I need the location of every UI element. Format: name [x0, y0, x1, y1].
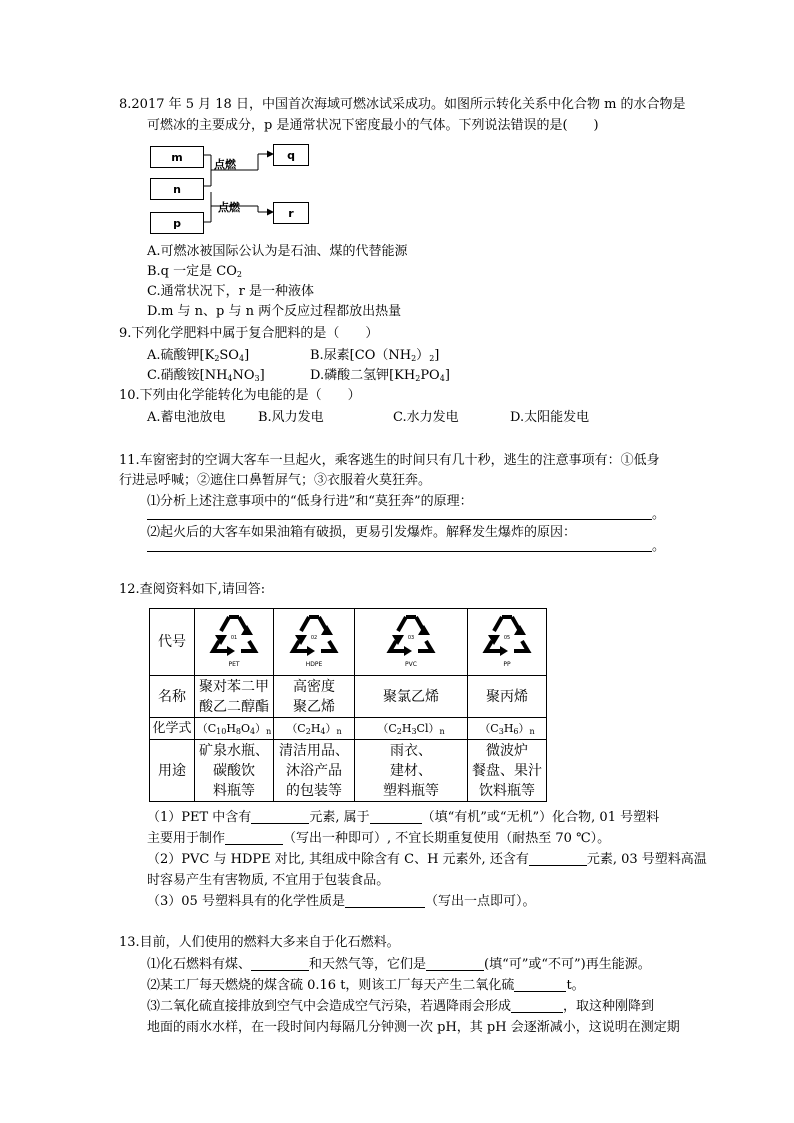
q13-stem: 13.目前，人们使用的燃料大多来自于化石燃料。 — [119, 935, 400, 950]
q8-stem-line1: 8.2017 年 5 月 18 日，中国首次海域可燃冰试采成功。如图所示转化关系中化合物 m 的水合物是 — [119, 97, 686, 112]
q13-sub1: ⑴化石燃料有煤、 和天然气等，它们是 (填“可”或“不可”)再生能源。 — [147, 957, 651, 972]
q10-option-c: C.水力发电 — [393, 410, 459, 425]
q11-sub2: ⑵起火后的大客车如果油箱有破损，更易引发爆炸。解释发生爆炸的原因： — [147, 525, 577, 540]
recycle-abbr-pp: PP — [503, 661, 511, 668]
node-q: q — [273, 144, 309, 166]
recycle-num-hdpe: 02 — [310, 635, 318, 641]
recycle-cell-pet — [195, 609, 274, 676]
recycle-abbr-hdpe: HDPE — [305, 661, 323, 668]
q12-blank-use[interactable] — [225, 830, 283, 845]
row-header-use: 用途 — [150, 740, 195, 802]
row-header-name: 名称 — [150, 676, 195, 718]
table-row-code — [150, 609, 547, 676]
recycle-abbr-pet: PET — [228, 661, 240, 668]
q12-blank-element[interactable] — [251, 809, 309, 824]
use-hdpe: 清洁用品、 沐浴产品 的包装等 — [274, 740, 355, 802]
recycle-icon — [384, 609, 438, 657]
q12-blank-type[interactable] — [370, 809, 422, 824]
q9-option-d: D.磷酸二氢钾$[KH_2PO_4]$ — [310, 368, 450, 383]
q10-option-b: B.风力发电 — [258, 410, 324, 425]
q12-sub2-line1: （2）PVC 与 HDPE 对比, 其组成中除含有 C、H 元素外, 还含有 元素, 03 号塑料高温 — [147, 852, 707, 867]
formula-pet: $(C_{10}H_8O_4)_n$ — [195, 718, 274, 740]
use-pvc: 雨衣、 建材、 塑料瓶等 — [355, 740, 468, 802]
ignite-label-1: 点燃 — [214, 158, 236, 171]
q12-sub1-line2: 主要用于制作 （写出一种即可）, 不宜长期重复使用（耐热至 70 ℃）。 — [147, 831, 611, 846]
node-p: p — [150, 212, 204, 234]
q11-stem-line2: 行进忌呼喊；②遮住口鼻暂屏气；③衣服着火莫狂奔。 — [119, 473, 432, 488]
name-pp: 聚丙烯 — [468, 676, 547, 718]
q11-answer-line-2[interactable] — [147, 551, 652, 552]
q11-sub1: ⑴分析上述注意事项中的“低身行进”和“莫狂奔”的原理： — [147, 494, 473, 509]
table-row-use — [150, 740, 547, 802]
q13-blank-fuel[interactable] — [251, 956, 309, 971]
table-row-formula — [150, 718, 547, 740]
q13-blank-acid-rain[interactable] — [511, 998, 563, 1013]
q11-answer-line-1[interactable] — [147, 519, 652, 520]
q13-sub3-line1: ⑶二氧化硫直接排放到空气中会造成空气污染，若遇降雨会形成 ，取这种刚降到 — [147, 999, 655, 1014]
q9-stem: 9.下列化学肥料中属于复合肥料的是（ ） — [119, 326, 379, 341]
q12-sub2-line2: 时容易产生有害物质, 不宜用于包装食品。 — [147, 873, 390, 888]
q8-option-b: B.q 一定是 $CO_2$ — [147, 264, 242, 279]
q10-option-a: A.蓄电池放电 — [147, 410, 226, 425]
q8-stem-line2: 可燃冰的主要成分，p 是通常状况下密度最小的气体。下列说法错误的是( ) — [147, 118, 599, 133]
q12-sub3: （3）05 号塑料具有的化学性质是 （写出一点即可）。 — [147, 894, 536, 909]
q13-blank-so2[interactable] — [514, 977, 566, 992]
q11-end-mark-2: 。 — [652, 539, 666, 554]
name-pet: 聚对苯二甲 酸乙二醇酯 — [195, 676, 274, 718]
q10-stem: 10.下列由化学能转化为电能的是（ ） — [119, 388, 361, 403]
recycle-num-pp: 05 — [503, 635, 511, 641]
q9-option-a: A.硫酸钾$[K_2SO_4]$ — [147, 348, 250, 363]
use-pet: 矿泉水瓶、 碳酸饮 料瓶等 — [195, 740, 274, 802]
node-n: n — [150, 178, 204, 200]
q13-sub3-line2: 地面的雨水水样，在一段时间内每隔几分钟测一次 pH，其 pH 会逐渐减小，这说明在测定期 — [147, 1020, 680, 1035]
recycle-cell-hdpe — [274, 609, 355, 676]
recycle-cell-pvc — [355, 609, 468, 676]
q12-stem: 12.查阅资料如下,请回答: — [119, 582, 266, 597]
recycle-icon — [287, 609, 341, 657]
formula-hdpe: $(C_2H_4)_n$ — [274, 718, 355, 740]
plastics-table — [149, 608, 547, 802]
q11-stem-line1: 11.车窗密封的空调大客车一旦起火，乘客逃生的时间只有几十秒，逃生的注意事项有：①低身 — [119, 453, 660, 468]
q11-end-mark-1: 。 — [652, 507, 666, 522]
node-r: r — [273, 202, 309, 224]
q9-option-c: C.硝酸铵$[NH_4NO_3]$ — [147, 368, 265, 383]
q8-option-c: C.通常状况下，r 是一种液体 — [147, 284, 314, 299]
q9-option-b: B.尿素$[CO(NH_2)_2]$ — [310, 348, 440, 363]
row-header-code: 代号 — [150, 609, 195, 676]
use-pp: 微波炉 餐盘、果汁 饮料瓶等 — [468, 740, 547, 802]
q8-option-a: A.可燃冰被国际公认为是石油、煤的代替能源 — [147, 244, 408, 259]
name-pvc: 聚氯乙烯 — [355, 676, 468, 718]
node-m: m — [150, 146, 204, 168]
formula-pvc: $(C_2H_3Cl)_n$ — [355, 718, 468, 740]
q12-blank-extra-element[interactable] — [529, 851, 587, 866]
row-header-formula: 化学式 — [150, 718, 195, 740]
q8-option-d: D.m 与 n、p 与 n 两个反应过程都放出热量 — [147, 304, 402, 319]
recycle-icon — [480, 609, 534, 657]
q10-option-d: D.太阳能发电 — [510, 410, 590, 425]
recycle-abbr-pvc: PVC — [405, 661, 417, 668]
ignite-label-2: 点燃 — [218, 201, 240, 214]
q12-blank-property[interactable] — [345, 893, 425, 908]
recycle-num-pet: 01 — [230, 635, 238, 641]
recycle-cell-pp — [468, 609, 547, 676]
q13-sub2: ⑵某工厂每天燃烧的煤含硫 0.16 t，则该工厂每天产生二氧化硫 t。 — [147, 978, 585, 993]
recycle-icon — [207, 609, 261, 657]
recycle-num-pvc: 03 — [407, 635, 415, 641]
name-hdpe: 高密度 聚乙烯 — [274, 676, 355, 718]
q13-blank-renewable[interactable] — [426, 956, 484, 971]
table-row-name — [150, 676, 547, 718]
formula-pp: $(C_3H_6)_n$ — [468, 718, 547, 740]
q12-sub1-line1: （1）PET 中含有 元素, 属于 （填“有机”或“无机”）化合物, 01 号塑料 — [147, 810, 660, 825]
